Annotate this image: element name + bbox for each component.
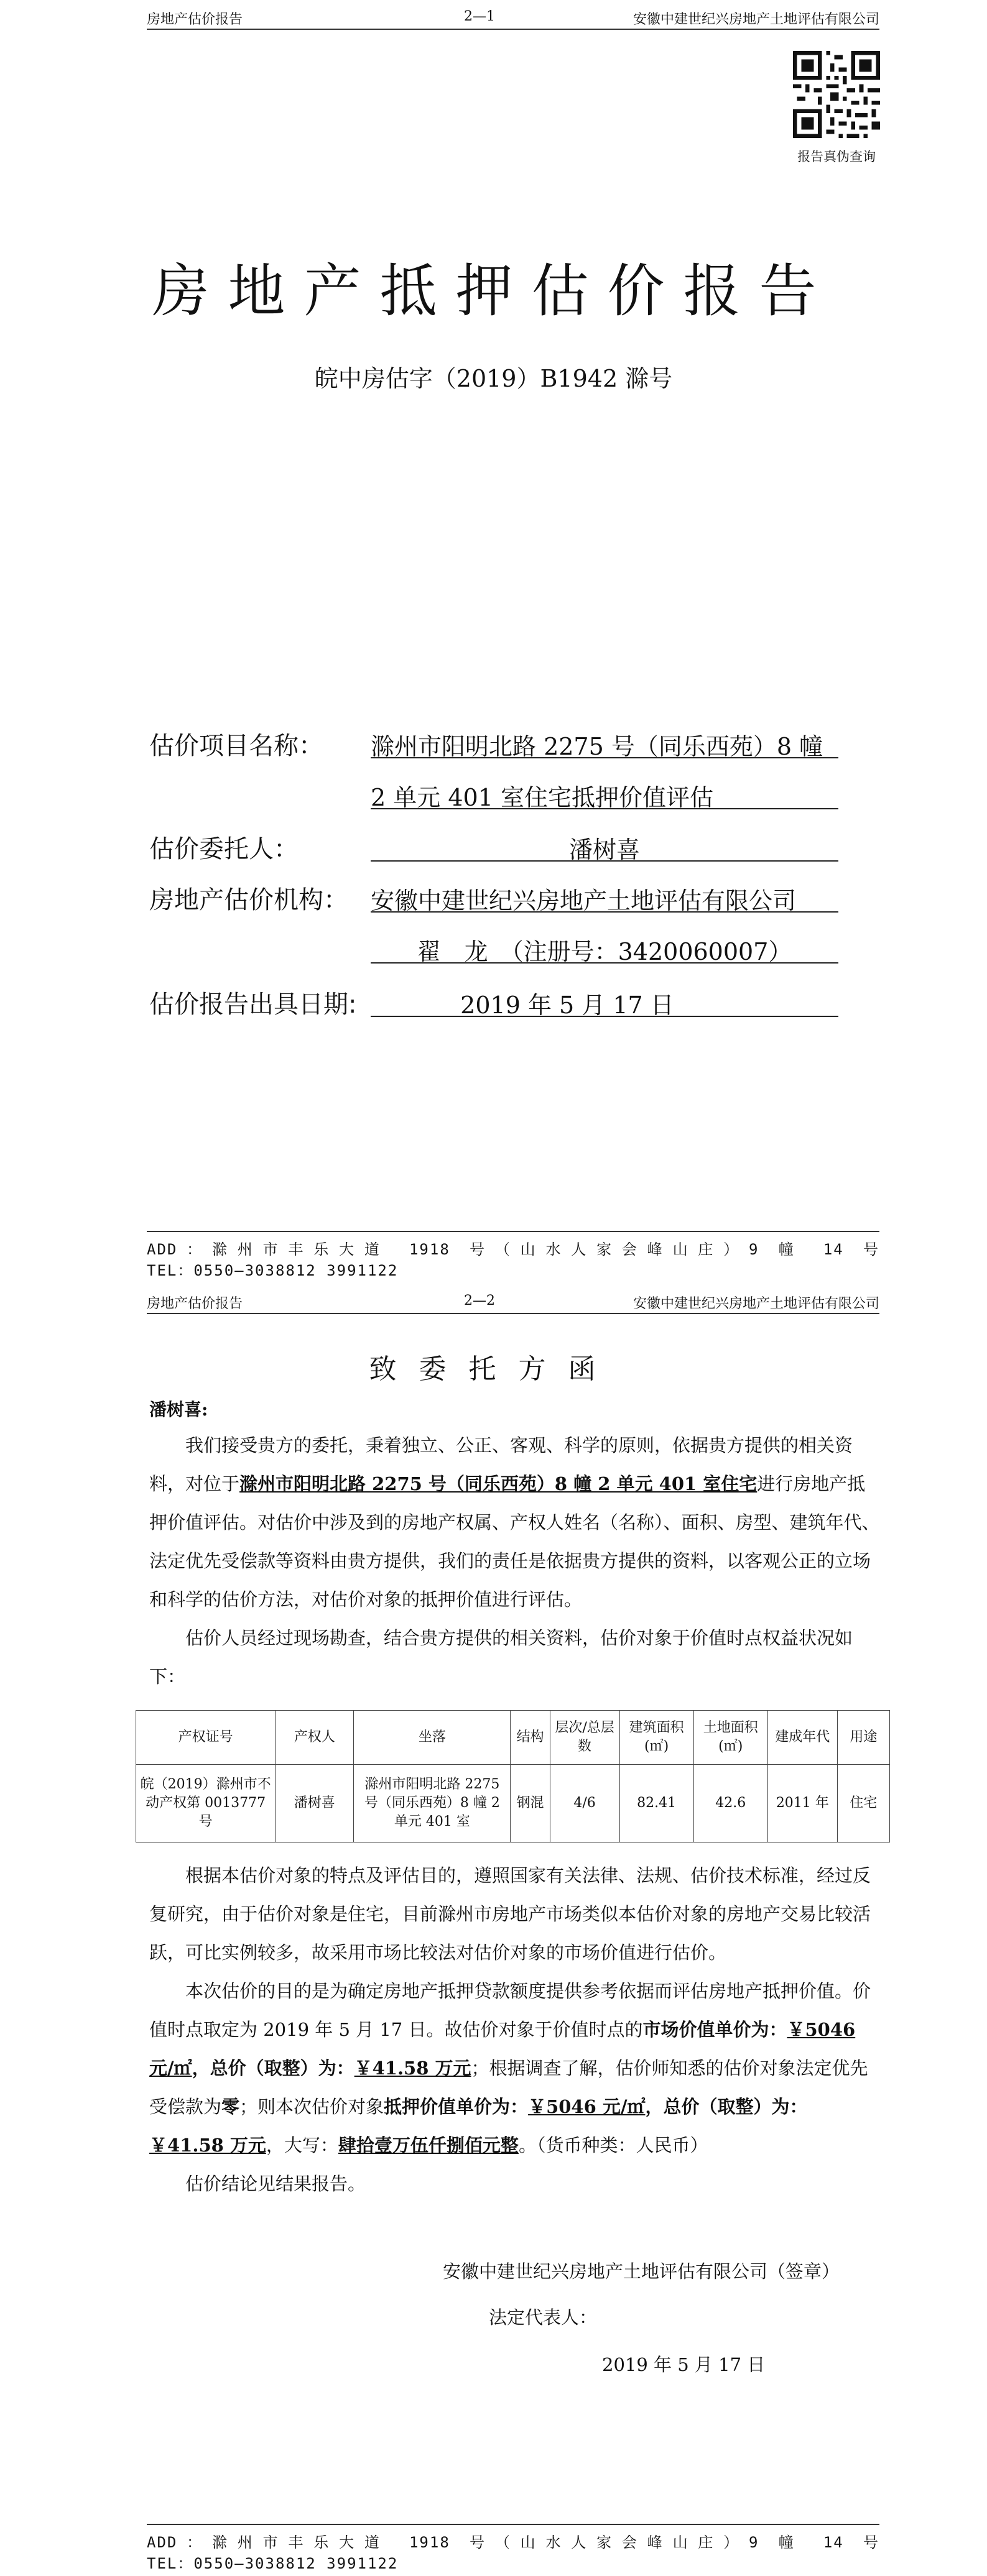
cover-page <box>0 0 987 1284</box>
amount-in-words: 肆拾壹万伍仟捌佰元整 <box>338 2135 519 2156</box>
underline <box>371 860 838 862</box>
report-number: 皖中房估字（2019）B1942 滁号 <box>314 365 673 392</box>
table-cell: 潘树喜 <box>276 1765 354 1842</box>
table-cell: 钢混 <box>511 1765 550 1842</box>
page-header <box>147 4 879 30</box>
report-date: 2019 年 5 月 17 日 <box>460 991 674 1019</box>
market-total-price: ￥41.58 万元 <box>354 2058 471 2079</box>
footer-address: ADD：滁州市丰乐大道 1918 号（山水人家会峰山庄）9 幢 14 号 <box>147 1241 879 1258</box>
project-line-1: 滁州市阳明北路 2275 号（同乐西苑）8 幢 <box>371 733 823 760</box>
footer-tel: TEL：0550—3038812 3991122 <box>147 1262 399 1279</box>
mortgage-total-label: ，总价（取整）为： <box>645 2096 808 2117</box>
table-header-cell: 坐落 <box>354 1711 511 1765</box>
table-cell: 滁州市阳明北路 2275 号（同乐西苑）8 幢 2 单元 401 室 <box>354 1765 511 1842</box>
letter-paragraph-4 <box>149 1972 882 2164</box>
underline <box>371 808 838 809</box>
header-left: 房地产估价报告 <box>147 1296 243 1312</box>
rights-table <box>136 1710 890 1842</box>
underline <box>371 962 838 964</box>
page-header <box>147 1288 879 1314</box>
priority-amount: 零 <box>221 2096 240 2117</box>
client-label: 估价委托人： <box>149 835 299 863</box>
footer-rule <box>147 1231 879 1232</box>
letter-salutation: 潘树喜: <box>149 1399 208 1420</box>
table-header-cell: 产权人 <box>276 1711 354 1765</box>
text: ；则本次估价对象 <box>239 2096 384 2117</box>
table-header-cell: 建成年代 <box>767 1711 837 1765</box>
signature-date: 2019 年 5 月 17 日 <box>602 2354 766 2375</box>
footer-address: ADD：滁州市丰乐大道 1918 号（山水人家会峰山庄）9 幢 14 号 <box>147 2534 879 2551</box>
text: 本次估价的目的是为确定房地产抵押贷款额度提供参考依据而评估房地产抵押价值。价值时点取定为 2019 年 5 月 17 日。故估价对象于价值时点的 <box>149 1980 871 2040</box>
date-label: 估价报告出具日期: <box>149 990 357 1019</box>
client-name: 潘树喜 <box>568 836 640 863</box>
letter-body <box>149 1856 882 2203</box>
market-unit-label: 市场价值单价为： <box>642 2019 787 2040</box>
text: 。（货币种类：人民币） <box>518 2135 708 2156</box>
table-header-cell: 土地面积(㎡) <box>693 1711 767 1765</box>
header-page-number: 2—2 <box>464 1293 495 1309</box>
market-unit-price: ￥5046 元/㎡ <box>149 2019 856 2079</box>
table-cell: 42.6 <box>693 1765 767 1842</box>
mortgage-unit-label: 抵押价值单价为： <box>384 2096 529 2117</box>
footer-tel: TEL：0550—3038812 3991122 <box>147 2555 399 2572</box>
letter-paragraph-2: 估价人员经过现场勘查，结合贵方提供的相关资料，估价对象于价值时点权益状况如下： <box>149 1627 853 1687</box>
text: ；根据调查了解，估价师知悉的估价对象法定优先受偿款为 <box>149 2058 868 2117</box>
table-cell: 皖（2019）滁州市不动产权第 0013777 号 <box>136 1765 276 1842</box>
underline <box>371 911 838 913</box>
qr-code-icon[interactable] <box>793 51 880 138</box>
appraiser-name: 翟 龙 （注册号：3420060007） <box>417 938 792 965</box>
text: 我们接受贵方的委托，秉着独立、公正、客观、科学的原则，依据贵方提供的相关资料，对位于 <box>149 1435 853 1494</box>
agency-label: 房地产估价机构： <box>149 886 348 914</box>
project-line-2: 2 单元 401 室住宅抵押价值评估 <box>371 784 713 811</box>
table-row <box>136 1765 890 1842</box>
header-company: 安徽中建世纪兴房地产土地评估有限公司 <box>633 12 879 27</box>
qr-caption: 报告真伪查询 <box>797 149 876 164</box>
signature-representative: 法定代表人： <box>489 2307 598 2328</box>
mortgage-total-price: ￥41.58 万元 <box>149 2135 266 2156</box>
table-header-cell: 层次/总层数 <box>550 1711 619 1765</box>
letter-paragraph-3: 根据本估价对象的特点及评估目的，遵照国家有关法律、法规、估价技术标准，经过反复研究，由于估价对象是住宅，目前滁州市房地产市场类似本估价对象的房地产交易比较活跃，可比实例较多，故采用市场比较法对估价对象的市场价值进行估价。 <box>149 1865 871 1963</box>
table-header-row <box>136 1711 890 1765</box>
signature-company: 安徽中建世纪兴房地产土地评估有限公司（签章） <box>443 2261 840 2282</box>
valuation-object: 滁州市阳明北路 2275 号（同乐西苑）8 幢 2 单元 401 室住宅 <box>239 1473 758 1494</box>
table-cell: 4/6 <box>550 1765 619 1842</box>
header-page-number: 2—1 <box>464 9 495 24</box>
table-header-cell: 产权证号 <box>136 1711 276 1765</box>
letter-paragraph-1 <box>149 1426 882 1696</box>
mortgage-unit-price: ￥5046 元/㎡ <box>528 2096 646 2117</box>
table-header-cell: 结构 <box>511 1711 550 1765</box>
table-cell: 住宅 <box>837 1765 889 1842</box>
letter-paragraph-5: 估价结论见结果报告。 <box>185 2173 366 2194</box>
text: ，大写： <box>266 2135 338 2156</box>
underline <box>371 1016 838 1017</box>
header-left: 房地产估价报告 <box>147 12 243 27</box>
report-title: 房地产抵押估价报告 <box>152 258 835 324</box>
letter-title: 致委托方函 <box>369 1353 618 1385</box>
agency-name: 安徽中建世纪兴房地产土地评估有限公司 <box>371 887 797 914</box>
table-cell: 2011 年 <box>767 1765 837 1842</box>
project-label: 估价项目名称： <box>149 732 323 760</box>
table-header-cell: 用途 <box>837 1711 889 1765</box>
underline <box>371 757 838 758</box>
header-company: 安徽中建世纪兴房地产土地评估有限公司 <box>633 1296 879 1312</box>
table-header-cell: 建筑面积(㎡) <box>619 1711 693 1765</box>
text: 进行房地产抵押价值评估。对估价中涉及到的房地产权属、产权人姓名（名称）、面积、房型、建筑年代、法定优先受偿款等资料由贵方提供，我们的责任是依据贵方提供的资料，以客观公正的立场和科学的估价方法，对估价对象的抵押价值进行评估。 <box>149 1473 880 1610</box>
footer-rule <box>147 2524 879 2525</box>
table-cell: 82.41 <box>619 1765 693 1842</box>
market-total-label: ，总价（取整）为： <box>192 2058 354 2079</box>
